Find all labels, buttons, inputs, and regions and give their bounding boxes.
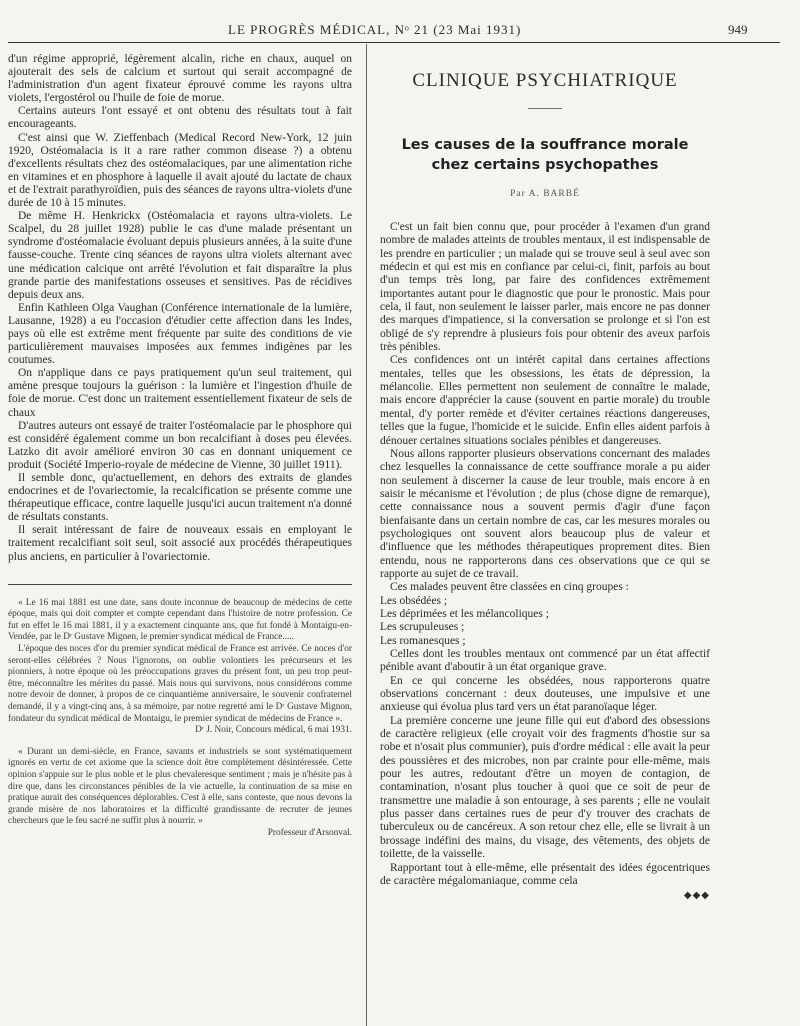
left-paragraph: D'autres auteurs ont essayé de traiter l'ostéomalacie par le phosphore qui est considéré également comme un bon recalcifiant à doses peu élevées. Latzko dit avoir amélioré environ 30 cas en donnant uniquement ce produit (Société Imperio-royale de médecine de Vienne, 30 juillet 1911). [8, 419, 352, 471]
left-paragraph: C'est ainsi que W. Zieffenbach (Medical Record New-York, 12 juin 1920, Ostéomalacia is it a rare rather common disease ?) a obtenu d'excellents résultats chez des ostéomalaciques, par une alimentation riche en vitamines et en phosphore à laquelle il avait ajouté du lactate de chaux et de l'extrait parathyroïdien, puis des séances de rayons ultra-violets d'une durée de 10 à 15 minutes. [8, 131, 352, 210]
footnote-quote: « Le 16 mai 1881 est une date, sans doute inconnue de beaucoup de médecins de cette époque, mais qui doit compter et compte cependant dans l'histoire de notre profession. Ce fut en effet le 16 mai 1881, il y a exactement cinquante ans, que fut fondé à Montaigu-en-Vendée, par le Dʳ Gustave Mignen, le premier syndicat médical de France..... [8, 597, 352, 643]
section-heading: CLINIQUE PSYCHIATRIQUE [412, 70, 678, 91]
end-ornament: ◆◆◆ [683, 890, 710, 902]
group-item: Les obsédées ; [380, 594, 448, 607]
article-title-line: chez certains psychopathes [431, 157, 659, 173]
body-paragraph: Celles dont les troubles mentaux ont commencé par un état affectif pénible avant d'aboutir à un état organique grave. [380, 648, 710, 674]
body-paragraph: Ces malades peuvent être classées en cinq groupes : [390, 581, 629, 594]
page-header [0, 0, 800, 36]
footnote-quote: « Durant un demi-siècle, en France, savants et industriels se sont systématiquement ignorés en vertu de cet axiome que la science doit être complètement désintéressée. Cette opinion s'appuie sur le plus noble et le plus chevaleresque sentiment ; mais je n'hésite pas à dire que, dans les circonstances pénibles de la vie actuelle, la continuation de sa mise en pratique aurait des conséquences déplorables. C'est à elle, sans conteste, que nous devons la grande misère de nos laboratoires et la difficulté grandissante de recruter de jeunes chercheurs que le feu sacré ne suffit plus à nourrir. » [8, 746, 352, 827]
footnotes [8, 598, 352, 840]
body-paragraph: Nous allons rapporter plusieurs observations concernant des malades chez lesquelles la connaissance de cette souffrance morale a pu aider non seulement à discerner la cause de leur trouble, mais encore à en saisir le mécanisme et l'évolution ; de plus (chose digne de remarque), cette connaissance nous a souvent permis d'agir d'une façon bienfaisante dans un certain nombre de cas, car les mesures morales ou psychologiques ont souvent alors beaucoup plus de valeur et d'influence que les méthodes thérapeutiques proprement dites. Bien entendu, nous ne rapporterons dans ces observations que ce qui se rapporte au sujet de ce travail. [380, 447, 710, 580]
left-paragraph: Il semble donc, qu'actuellement, en dehors des extraits de glandes endocrines et de l'ovariectomie, la recalcification se présente comme une thérapeutique efficace, contre laquelle jusqu'ici aucun traitement n'a donné de résultats constants. [8, 472, 352, 524]
footnote-quote: L'époque des noces d'or du premier syndicat médical de France est arrivée. Ce noces d'or seront-elles célébrées ? Nous l'ignorons, on oublie volontiers les précurseurs et les pionniers, à notre époque où les préoccupations graves du présent font, un peu trop peut-être, méconnaître les mérites du passé. Mais nous qui survivons, nous considérons comme notre devoir de donner, à propos de ce cinquantième anniversaire, le souvenir confraternel demandé, il y a vingt-cinq ans, à sa mémoire, par notre regretté ami le Dʳ Gustave Mignon, fondateur du syndicat médical de Montaigu, le premier syndicat de médecins de France ». [8, 644, 352, 724]
article-body [380, 221, 710, 901]
left-paragraph: De même H. Henkrickx (Ostéomalacia et rayons ultra-violets. Le Scalpel, du 28 juillet 1928) publie le cas d'une malade présentant un syndrome d'ostéomalacie évoluant depuis plusieurs années, à la suite d'une fausse-couche. Trente cinq séances de rayons ultra violets alternant avec une médication calcique ont arrêté l'évolution et fait disparaître la plus grande partie des manifestations osseuses et sensitives. Pas de récidives depuis deux ans. [8, 210, 352, 301]
group-item: Les scrupuleuses ; [380, 621, 465, 634]
left-column [8, 53, 352, 840]
body-paragraph: Rapportant tout à elle-même, elle présentait des idées égocentriques de caractère mégalomaniaque, comme cela [380, 861, 710, 887]
left-paragraph: Enfin Kathleen Olga Vaughan (Conférence internationale de la lumière, Lausanne, 1928) a eu l'occasion d'étudier cette affection dans les Indes, pays où elle est extrême ment fréquente par suite des conditions de vie particulièrement mauvaises imposées aux femmes indigènes par les coutumes. [8, 301, 352, 367]
article-author: Par A. BARBÉ [510, 189, 580, 199]
right-column [380, 70, 710, 901]
footnote-signature: Professeur d'Arsonval. [267, 827, 352, 838]
article-title [380, 135, 710, 175]
column-divider [366, 44, 367, 1026]
page-number: 949 [728, 22, 748, 37]
footnote-rule [8, 584, 352, 585]
left-paragraph: Certains auteurs l'ont essayé et ont obtenu des résultats tout à fait encourageants. [8, 105, 352, 131]
header-rule [8, 42, 780, 43]
journal-title: LE PROGRÈS MÉDICAL, Nᵒ 21 (23 Mai 1931) [228, 22, 522, 37]
article-title-line: Les causes de la souffrance morale [401, 137, 689, 153]
left-paragraph: Il serait intéressant de faire de nouveaux essais en employant le traitement recalcifiant soit seul, soit associé aux procédés thérapeutiques plus anciens, en particulier à l'ovariectomie. [8, 524, 352, 563]
left-paragraph: d'un régime approprié, légèrement alcalin, riche en chaux, auquel on ajouterait des sels de calcium et surtout qui serait accompagné de l'administration d'un agent fixateur éprouvé comme les rayons ultra violets, l'ergostérol ou l'huile de foie de morue. [8, 53, 352, 105]
section-rule [528, 108, 562, 109]
body-paragraph: Ces confidences ont un intérêt capital dans certaines affections mentales, telles que les obsessions, les états de dépression, la mélancolie. Elles permettent non seulement de connaître le malade, mais encore d'apprécier la cause (souvent en partie morale) du trouble mental, d'y porter remède et d'éviter certaines réactions dangereuses, telles que la fugue, l'homicide et le suicide. Enfin elles aident parfois à dénouer certaines situations sociales pénibles et dangereuses. [380, 354, 710, 447]
body-paragraph: C'est un fait bien connu que, pour procéder à l'examen d'un grand nombre de malades atteints de troubles mentaux, il est indispensable de les prendre en particulier ; un malade qui se trouve seul à seul avec son médecin et qui est mis en confiance par celui-ci, finit, parfois au bout d'un temps très long, par faire des confidences extrêmement importantes autant pour le diagnostic que pour le pronostic. Mais pour cela, il faut, non seulement le laisser parler, mais encore ne pas donner des marques d'impatience, si la conversation se prolonge et si l'on est obligé de s'y reprendre à plusieurs fois pour obtenir des aveux parfois très pénibles. [380, 221, 710, 354]
group-item: Les déprimées et les mélancoliques ; [380, 607, 549, 620]
left-paragraph: On n'applique dans ce pays pratiquement qu'un seul traitement, qui amène presque toujours la guérison : la lumière et l'ingestion d'huile de foie de morue. C'est donc un traitement essentiellement fixateur de sels de chaux [8, 367, 352, 419]
group-item: Les romanesques ; [380, 634, 466, 647]
body-paragraph: En ce qui concerne les obsédées, nous rapporterons quatre observations concernant : deux douteuses, une impulsive et une anxieuse qui évolua plus tard vers un état paranoïaque léger. [380, 674, 710, 714]
footnote-signature: Dʳ J. Noir, Concours médical, 6 mai 1931. [195, 725, 352, 736]
body-paragraph: La première concerne une jeune fille qui eut d'abord des obsessions de caractère religieux (elle croyait voir des fragments d'hostie sur sa robe et n'osait plus communier), puis d'ordre médical : elle avait la peur des poussières et des microbes, non par crainte pour elle-même, mais pour les autres, redoutant d'être un moyen de contagion, de contamination, n'osant plus toucher à quoi que ce soit de peur de transmettre une maladie à son entourage, à ses parents ; elle ne voulait plus passer dans certaines rues de peur d'y trouver des crachats de tuberculeux ou de cancéreux. A son retour chez elle, elle se livrait à un brossage indéfini des mains, du visage, des vêtements, des objets de toilette, de la vaisselle. [380, 714, 710, 861]
